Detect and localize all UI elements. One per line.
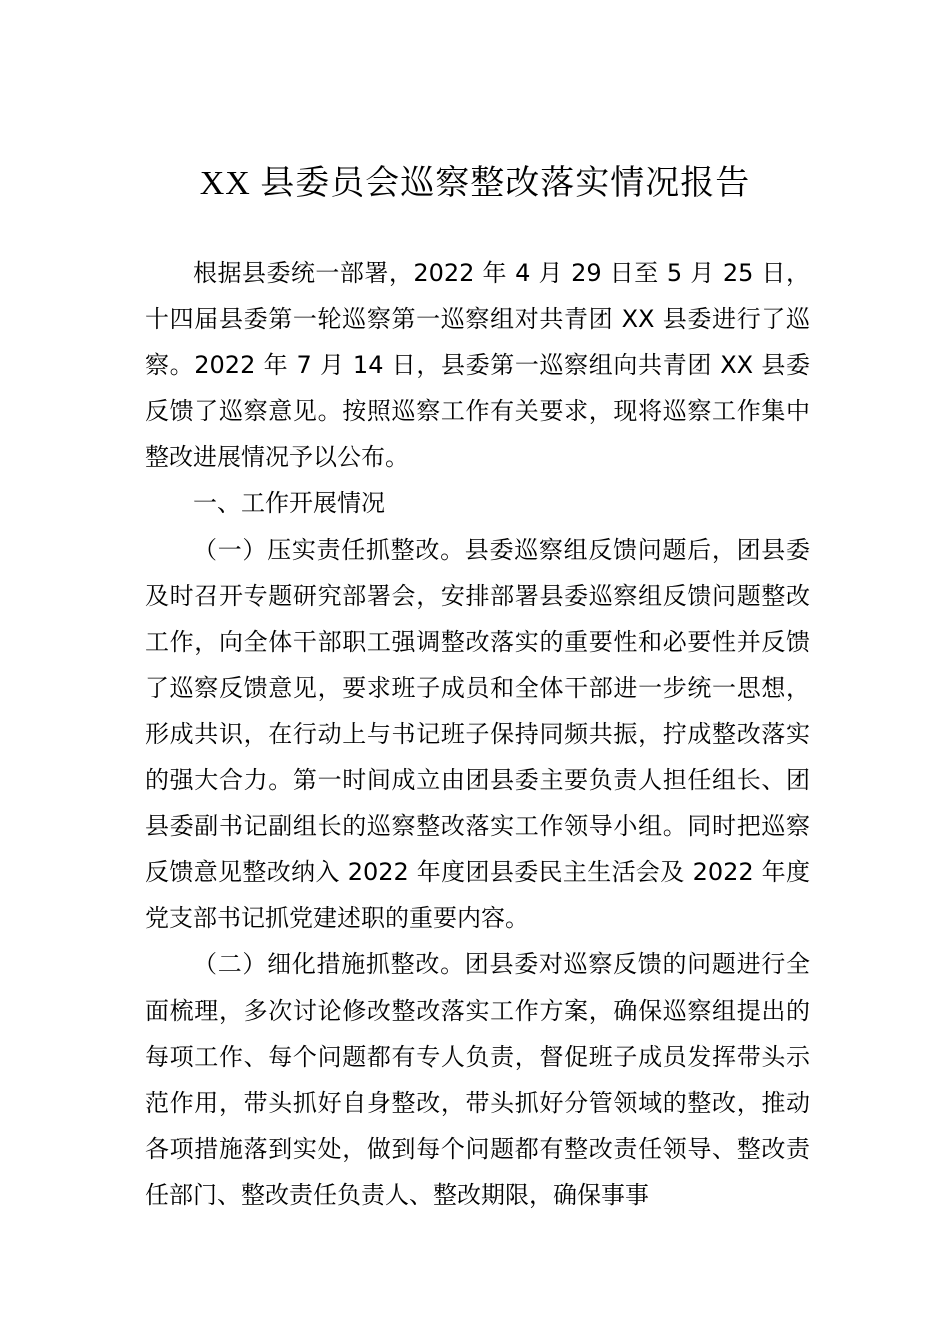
paragraph-responsibility: （一）压实责任抓整改。县委巡察组反馈问题后，团县委及时召开专题研究部署会，安排部署县委巡察组反馈问题整改工作，向全体干部职工强调整改落实的重要性和必要性并反馈了巡察反馈意见，要求班子成员和全体干部进一步统一思想，形成共识，在行动上与书记班子保持同频共振，拧成整改落实的强大合力。第一时间成立由团县委主要负责人担任组长、团县委副书记副组长的巡察整改落实工作领导小组。同时把巡察反馈意见整改纳入 2022 年度团县委民主生活会及 2022 年度党支部书记抓党建述职的重要内容。 xyxy=(145,535,810,933)
paragraph-measures: （二）细化措施抓整改。团县委对巡察反馈的问题进行全面梳理，多次讨论修改整改落实工作方案，确保巡察组提出的每项工作、每个问题都有专人负责，督促班子成员发挥带头示范作用，带头抓好自身整改，带头抓好分管领域的整改，推动各项措施落到实处，做到每个问题都有整改责任领导、整改责任部门、整改责任负责人、整改期限，确保事事 xyxy=(145,950,810,1209)
paragraph-intro: 根据县委统一部署，2022 年 4 月 29 日至 5 月 25 日，十四届县委第一轮巡察第一巡察组对共青团 XX 县委进行了巡察。2022 年 7 月 14 日，县委第一巡察组向共青团 XX 县委反馈了巡察意见。按照巡察工作有关要求，现将巡察工作集中整改进展情况予以公布。 xyxy=(145,259,810,472)
section-heading-work-status: 一、工作开展情况 xyxy=(193,489,385,518)
document-body xyxy=(145,250,810,1218)
document-title: XX 县委员会巡察整改落实情况报告 xyxy=(199,165,751,202)
